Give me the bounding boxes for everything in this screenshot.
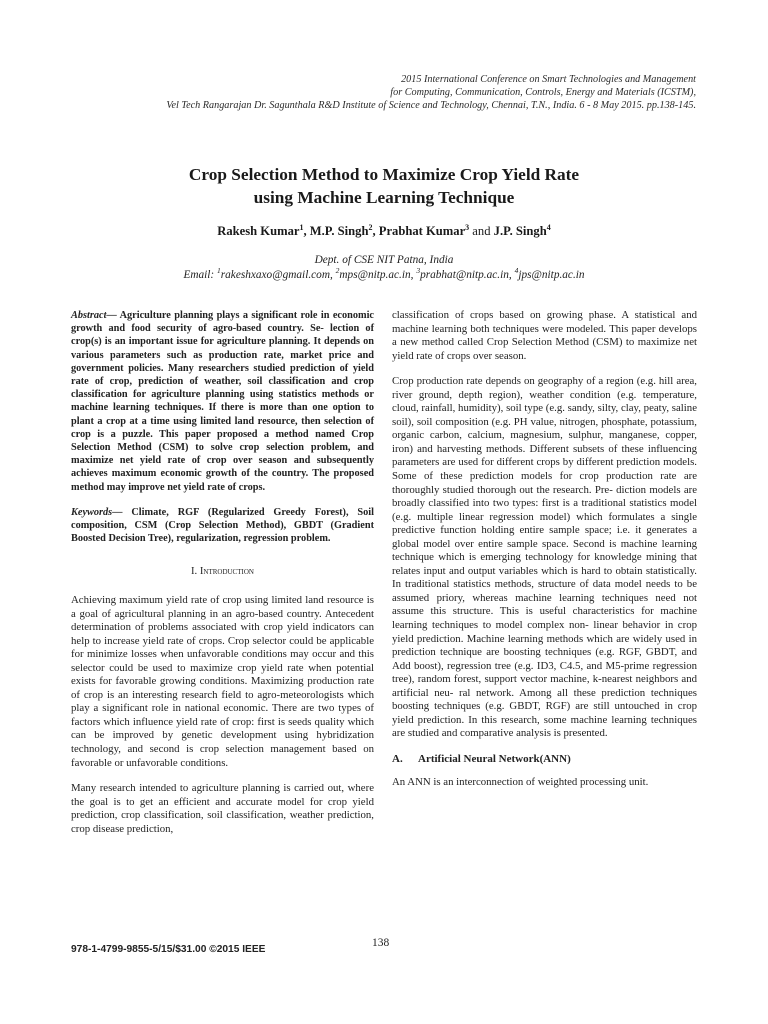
keywords-text: Climate, RGF (Regularized Greedy Forest), Soil composition, CSM (Crop Selection Method), GBDT (Gradient Boosted Decision Tree), regularization, regression problem. <box>71 506 374 545</box>
author-name: J.P. Singh <box>493 224 547 238</box>
email-sup: 1 <box>217 266 221 276</box>
email-sup: 4 <box>514 266 519 276</box>
author-name: M.P. Singh <box>309 224 369 238</box>
paper-title <box>100 163 668 209</box>
email-sup: 2 <box>335 266 340 276</box>
email-line <box>60 268 708 283</box>
ann-paragraph: An ANN is an interconnection of weighted processing unit. <box>392 775 649 788</box>
abstract-text: Agriculture planning plays a significant role in economic growth and food security of agro-based country. Se- lection of crop(s) is an important issue for agriculture planning. It depends on various parameters such as production rate, market price and government policies. Many researchers studied prediction of yield rate of crop, prediction of weather, soil classification and crop classification for agriculture planning using statistics methods or machine learning techniques. If there is more than one option to plant a crop at a time using limited land resource, then selection of crop is a puzzle. This paper proposed a method named Crop Selection Method (CSM) to solve crop selection problem, and maximize net yield rate of crop over season and subsequently achieves maximum economic growth of the country. The proposed method may improve net yield rate of crops. <box>71 310 374 493</box>
conference-header <box>166 73 696 112</box>
page-number: 138 <box>372 937 390 949</box>
author-name: Prabhat Kumar <box>378 224 466 238</box>
subsection-title: Artificial Neural Network(ANN) <box>418 752 571 765</box>
section-first-letter: I <box>199 566 204 578</box>
author-affil-sup: 1 <box>299 222 304 232</box>
subsection-heading-ann <box>392 753 697 767</box>
body-paragraph: Crop production rate depends on geography of a region (e.g. hill area, river ground, depth region), weather condition (e.g. temperature, cloud, rainfall, humidity), soil type (e.g. sandy, silty, clay, peaty, saline soil), soil composition (e.g. PH value, nitrogen, phosphate, potassium, organic carbon, calcium, magnesium, sulphur, manganese, copper, iron) and harvesting methods. Different subsets of these influencing parameters are used for different crops by different prediction models. Some of these prediction models for crop production rate are thoroughly studied thorough out the research. Pre- diction models are broadly classified into two types: first is a traditional statistics model (e.g. multiple linear regression model) which formulates a single predictive function holding entire sample space; i.e. it generates a global model over entire sample space. Second is machine learning technique which is emerging technology for knowledge mining that relates input and output variables which is hard to obtain statistically. In traditional statistics methods, structure of data model needs to be assumed priory, whereas machine learning techniques need not assume this structure. This is useful characteristics for machine learning techniques to model complex non- linear behavior in crop yield prediction. Machine learning methods which are widely used in prediction technique are boosting techniques (e.g. RGF, GBDT, and Add boost), regression tree (e.g. ID3, C4.5, and M5-prime regression tree), random forest, support vector machine, k-nearest neighbors and artificial neu- ral network. Among all these prediction techniques boosting techniques (e.g. GBDT, RGF) are still untouched in crop yield prediction. In this research, some machine learning techniques are studied and comparative analysis is presented. <box>392 375 697 740</box>
author-affil-sup: 2 <box>368 222 373 232</box>
author-affil-sup: 3 <box>465 222 470 232</box>
email-address: jps@nitp.ac.in <box>518 269 585 281</box>
abstract-lead: Abstract— <box>71 310 117 321</box>
author-separator: , <box>303 224 310 238</box>
conference-line-2: for Computing, Communication, Controls, Energy and Materials (ICSTM), <box>390 87 696 98</box>
section-title-rest: ntroduction <box>203 566 254 578</box>
author-separator: , <box>372 224 379 238</box>
email-label: Email: <box>183 269 218 281</box>
keywords <box>71 506 374 546</box>
abstract <box>71 309 374 494</box>
conference-line-3: Vel Tech Rangarajan Dr. Sagunthala R&D Institute of Science and Technology, Chennai, T.N., India. 6 - 8 May 2015. pp.138-145. <box>166 100 696 111</box>
intro-paragraph: Many research intended to agriculture planning is carried out, where the goal is to get an efficient and accurate model for crop yield prediction, crop classification, soil classification, weather prediction, crop disease prediction, <box>71 782 374 835</box>
department: Dept. of CSE NIT Patna, India <box>314 254 454 266</box>
section-heading-introduction <box>71 565 374 579</box>
intro-paragraph: Achieving maximum yield rate of crop using limited land resource is a goal of agricultural planning in an agro-based country. Antecedent determination of problems associated with crop yield indicators can help to increase yield rate of crops. Crop selector could be applicable for minimize losses when unfavorable conditions may occur and this selector could be used to maximize crop yield rate when potential exists for favorable growing conditions. Maximizing production rate of crop is an interesting research field to agro-meteorologists which play a significant role in national economic. There are two types of factors which influence yield rate of crop: first is seeds quality which can be improved by genetic development using hybridization technology, and second is crop selection management based on favorable or unfavorable conditions. <box>71 594 374 769</box>
body-paragraph: classification of crops based on growing phase. A statistical and machine learning both techniques were modeled. This paper develops a new method called Crop Selection Method (CSM) to maximize net yield rate of crops over season. <box>392 309 697 362</box>
author-name: Rakesh Kumar <box>217 224 300 238</box>
left-column <box>71 309 374 848</box>
subsection-number: A. <box>392 752 403 765</box>
affiliation-block <box>60 253 708 283</box>
email-address: mps@nitp.ac.in, <box>339 269 417 281</box>
author-affil-sup: 4 <box>546 222 551 232</box>
email-sup: 3 <box>416 266 421 276</box>
title-line-1: Crop Selection Method to Maximize Crop Yield Rate <box>188 165 580 184</box>
author-separator: and <box>469 224 494 238</box>
email-address: rakeshxaxo@gmail.com, <box>220 269 336 281</box>
conference-line-1: 2015 International Conference on Smart Technologies and Management <box>401 74 696 85</box>
right-column <box>392 309 697 801</box>
author-list <box>80 224 688 239</box>
email-address: prabhat@nitp.ac.in, <box>420 269 515 281</box>
title-line-2: using Machine Learning Technique <box>253 188 515 207</box>
footer-isbn: 978-1-4799-9855-5/15/$31.00 ©2015 IEEE <box>71 944 266 955</box>
keywords-lead: Keywords— <box>71 506 123 518</box>
section-number: I. <box>191 566 200 578</box>
